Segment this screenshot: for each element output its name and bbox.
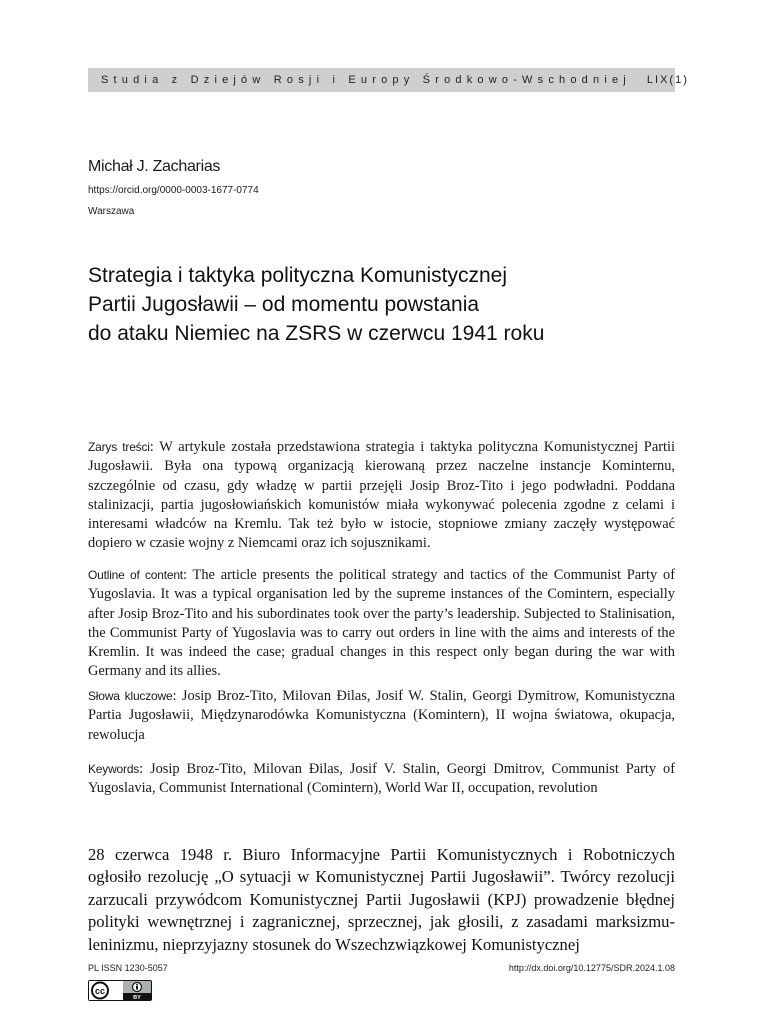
- journal-issue: LIX(1): [646, 74, 689, 86]
- keywords-english-text: Josip Broz-Tito, Milovan Đilas, Josif V. Stalin, Georgi Dmitrov, Communist Party of Yugoslavia, Communist International (Comintern), World War II, occupation, revolution: [88, 761, 675, 797]
- svg-text:cc: cc: [94, 986, 106, 996]
- author-affiliation-city: Warszawa: [88, 206, 135, 217]
- abstract-polish-label: Zarys treści: [88, 440, 150, 454]
- keywords-polish-label: Słowa kluczowe: [88, 689, 173, 703]
- title-line: do ataku Niemiec na ZSRS w czerwcu 1941 roku: [88, 322, 545, 345]
- abstract-english-text: The article presents the political strategy and tactics of the Communist Party of Yugoslavia. It was a typical organisation led by the supreme instances of the Comintern, especially after Josip Broz-Tito and his subordinates took over the party’s leadership. Subjected to Stalinisation, the Communist Party of Yugoslavia was to carry out orders in line with the aims and interests of the Kremlin. It was indeed the case; gradual changes in this respect only began during the war with Germany and its allies.: [88, 567, 675, 680]
- journal-name: Studia z Dziejów Rosji i Europy Środkowo-Wschodniej: [101, 74, 631, 86]
- article-title: [88, 261, 688, 348]
- cc-by-icon: [89, 981, 151, 1000]
- abstract-polish-text: W artykule została przedstawiona strategia i taktyka polityczna Komunistycznej Partii Jugosławii. Była ona typową organizacją kierowaną przez naczelne instancje Kominternu, szczególnie od czasu, gdy władzę w partii przejęli Josip Broz-Tito i jego podwładni. Poddana stalinizacji, partia jugosłowiańskich komunistów miała wykonywać polecenia zgodne z celami i interesami władców na Kremlu. Tak też było w istocie, stopniowe zmiany zaczęły występować dopiero w czasie wojny z Niemcami oraz ich sojusznikami.: [88, 439, 675, 552]
- keywords-polish: Słowa kluczowe: Josip Broz-Tito, Milovan Đilas, Josif W. Stalin, Georgi Dymitrow, Komunistyczna Partia Jugosławii, Międzynarodówka Komunistyczna (Komintern), II wojna światowa, okupacja, rewolucja: [88, 688, 675, 743]
- abstract-english-label: Outline of content: [88, 568, 183, 582]
- keywords-english-label: Keywords: [88, 762, 140, 776]
- author-orcid-link[interactable]: https://orcid.org/0000-0003-1677-0774: [88, 185, 259, 196]
- keywords-polish-text: Josip Broz-Tito, Milovan Đilas, Josif W. Stalin, Georgi Dymitrow, Komunistyczna Partia Jugosławii, Międzynarodówka Komunistyczna (Komintern), II wojna światowa, okupacja, rewolucja: [88, 688, 675, 743]
- footer-issn: PL ISSN 1230-5057: [88, 963, 168, 973]
- body-paragraph: 28 czerwca 1948 r. Biuro Informacyjne Partii Komunistycznych i Robotniczych ogłosiło rezolucję „O sytuacji w Komunistycznej Partii Jugosławii”. Twórcy rezolucji zarzucali przywódcom Komunistycznej Partii Jugosławii (KPJ) prowadzenie błędnej polityki wewnętrznej i zagranicznej, sprzecznej, jak głosili, z zasadami marksizmu-leninizmu, nieprzyjazny stosunek do Wszechzwiązkowej Komunistycznej: [88, 845, 675, 954]
- title-line: Strategia i taktyka polityczna Komunistycznej: [88, 264, 508, 287]
- keywords-english: Keywords: Josip Broz-Tito, Milovan Đilas, Josif V. Stalin, Georgi Dmitrov, Communist Party of Yugoslavia, Communist International (Comintern), World War II, occupation, revolution: [88, 761, 675, 797]
- abstract-polish: Zarys treści: W artykule została przedstawiona strategia i taktyka polityczna Komunistycznej Partii Jugosławii. Była ona typową organizacją kierowaną przez naczelne instancje Kominternu, szczególnie od czasu, gdy władzę w partii przejęli Josip Broz-Tito i jego podwładni. Poddana stalinizacji, partia jugosłowiańskich komunistów miała wykonywać polecenia zgodne z celami i interesami władców na Kremlu. Tak też było w istocie, stopniowe zmiany zaczęły występować dopiero w czasie wojny z Niemcami oraz ich sojusznikami.: [88, 439, 675, 552]
- author-name: Michał J. Zacharias: [88, 158, 221, 175]
- journal-header-bar: [88, 68, 689, 92]
- footer-doi-link[interactable]: http://dx.doi.org/10.12775/SDR.2024.1.08: [508, 963, 675, 973]
- license-label: BY: [133, 995, 141, 1000]
- cc-by-license-badge[interactable]: [88, 980, 152, 1001]
- abstract-english: Outline of content: The article presents the political strategy and tactics of the Communist Party of Yugoslavia. It was a typical organisation led by the supreme instances of the Comintern, especially after Josip Broz-Tito and his subordinates took over the party’s leadership. Subjected to Stalinisation, the Communist Party of Yugoslavia was to carry out orders in line with the aims and interests of the Kremlin. It was indeed the case; gradual changes in this respect only began during the war with Germany and its allies.: [88, 567, 675, 680]
- title-line: Partii Jugosławii – od momentu powstania: [88, 293, 480, 316]
